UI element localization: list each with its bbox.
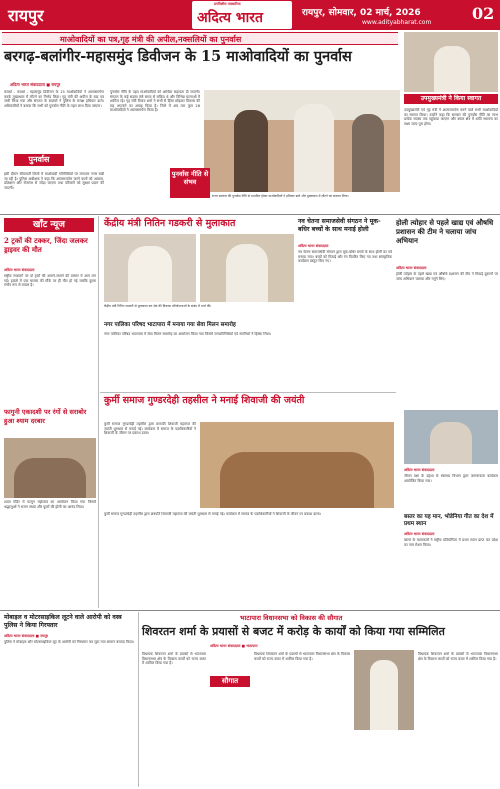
bastar-text: बस्तर के कलाकारों ने राष्ट्रीय प्रतियोगिता में प्रथम स्थान प्राप्त कर प्रदेश का नाम रोशन किया। <box>404 538 498 547</box>
left-mid-sub-headline: फागुनी एकादशी पर रंगों से सराबोर हुआ श्याम दरबार <box>4 408 87 425</box>
bottom-text-2: विधायक शिवरतन शर्मा के प्रयासों से भाटापारा विधानसभा क्षेत्र के विकास कार्यों को राज्य बजट में शामिल किया गया है। <box>254 652 350 661</box>
bottom-headline: शिवरतन शर्मा के प्रयासों से बजट में करोड़ के कार्यों को किया गया सम्मिलित <box>142 625 445 638</box>
holi-headline: होली त्योहार से पहले खाद्य एवं औषधि प्रशासन की टीम ने चलाया जांच अभियान <box>396 218 494 245</box>
gadkari-headline: केंद्रीय मंत्री नितिन गडकरी से मुलाकात <box>104 218 236 229</box>
masthead-date: रायपुर, सोमवार, 02 मार्च, 2026 <box>302 8 421 18</box>
left-mid-byline: अदित्य भारत संवाददाता <box>4 268 35 272</box>
jeevan-byline: अदित्य भारत संवाददाता <box>404 468 435 472</box>
bottom-badge: सौगात <box>210 676 250 687</box>
bastar-byline: अदित्य भारत संवाददाता <box>404 532 435 536</box>
bottom-kicker: भाटापारा विधानसभा को विकास की सौगात <box>240 614 343 622</box>
divider-shivaji <box>100 392 396 393</box>
bottom-byline: अदित्य भारत संवाददाता ■ भाटापारा <box>210 644 258 648</box>
bottom-photo <box>354 650 414 730</box>
photo-overlay-badge: पुनर्वास नीति से संभव <box>170 168 210 198</box>
holi-byline: अदित्य भारत संवाददाता <box>396 266 427 270</box>
masthead-tagline: प्रगतिशील पत्रकारिता <box>214 2 241 6</box>
right-top-text: उपमुख्यमंत्री एवं गृह मंत्री ने आत्मसमर्पण करने वाले सभी माओवादियों का स्वागत किया। उन्होंने कहा कि सरकार की पुनर्वास नीति का लाभ प्रत्येक सदस्य तक पहुंचाया जाएगा और बस्तर क्षेत्र में शांति स्थापना का लक्ष्य जल्द पूरा होगा। <box>404 108 498 126</box>
right-top-head: उपमुख्यमंत्री ने किया स्वागत <box>404 94 498 104</box>
left-mid-photo <box>4 438 96 498</box>
gadkari-photo-1 <box>104 234 196 302</box>
top-col1b: इसी दौरान सीमावर्ती जिलों में माओवादी गतिविधियों पर लगातार नजर रखी जा रही है। पुलिस अधीक्षक ने कहा कि आत्मसमर्पण करने वालों को आवास, प्रशिक्षण और रोजगार से जोड़ा जाएगा तथा परिवारों को सुरक्षा प्रदान की जाएगी। <box>4 172 104 190</box>
page-number: 02 <box>472 4 495 23</box>
shivaji-text: कुर्मी समाज गुण्डरदेही तहसील द्वारा छत्रपति शिवाजी महाराज की जयंती धूमधाम से मनाई गई। कार्यक्रम में समाज के पदाधिकारियों ने शिवाजी के जीवन पर प्रकाश डाला। <box>104 422 196 436</box>
top-col2: पुनर्वास नीति के तहत माओवादियों को आर्थिक सहायता दी जाएगी। संगठन के कई सदस्य लंबे समय से सक्रिय थे और विभिन्न घटनाओं में शामिल रहे। गृह मंत्री विजय शर्मा ने सभी से हिंसा छोड़कर विकास की राह अपनाने का आग्रह किया है। जिले में अब तक कुल 28 माओवादियों ने आत्मसमर्पण किया है। <box>110 90 200 113</box>
bottom-left-text: पुलिस ने मोबाइल और मोटरसाइकिल लूट के आरोपी को गिरफ्तार कर लूटा गया सामान बरामद किया। <box>4 640 135 644</box>
top-badge: पुनर्वास <box>14 154 64 166</box>
gadkari-photo-2 <box>200 234 294 302</box>
crowd-shape <box>14 458 86 498</box>
bottom-text-3: विधायक शिवरतन शर्मा के प्रयासों से भाटापारा विधानसभा क्षेत्र के विकास कार्यों को राज्य बजट में शामिल किया गया है। <box>418 652 498 661</box>
gadkari-figure-2 <box>226 244 268 302</box>
top-photo-caption: राज्य सरकार की पुनर्वास नीति से प्रभावित होकर माओवादियों ने हथियार डाले और मुख्यधारा में लौटने का संकल्प लिया। <box>212 194 349 198</box>
left-mid-headline: 2 ट्रकों की टक्कर, जिंदा जलकर ड्राइवर की मौत <box>4 236 88 254</box>
bottom-figure <box>370 660 398 730</box>
gadkari-caption: केंद्रीय मंत्री नितिन गडकरी से मुलाकात कर क्षेत्र की विकास परियोजनाओं के संबंध में चर्चा की। <box>104 304 212 308</box>
shivaji-headline: कुर्मी समाज गुण्डरदेही तहसील ने मनाई शिवाजी की जयंती <box>104 395 305 406</box>
jeevan-text: जीवन रक्षा के उद्देश्य से स्वास्थ्य विभाग द्वारा जागरूकता कार्यक्रम आयोजित किया गया। <box>404 474 498 483</box>
masthead-website[interactable]: www.adityabharat.com <box>362 19 432 26</box>
bastar-headline: बस्तर का यह मान, भोडेनिया गीत का देश में प्रथम स्थान <box>404 514 494 527</box>
top-kicker-text: माओवादियों का पत्र,गृह मंत्री की अपील,नक्सलियों का पुनर्वास <box>60 35 242 44</box>
holi-text: होली त्योहार के पहले खाद्य एवं औषधि प्रशासन की टीम ने मिठाई दुकानों पर जांच अभियान चलाया और नमूने लिए। <box>396 272 498 281</box>
top-byline: अदित्य भारत संवाददाता ■ रायपुर <box>10 82 61 87</box>
right-person <box>434 46 470 92</box>
gadkari-sub: नगर पालिका परिषद भाटापारा में मनाया गया सेवा मिलन समारोह <box>104 322 236 328</box>
masthead-logo: अदित्य भारत <box>197 10 263 26</box>
shivaji-text-2: कुर्मी समाज गुण्डरदेही तहसील द्वारा छत्रपति शिवाजी महाराज की जयंती धूमधाम से मनाई गई। कार्यक्रम में समाज के पदाधिकारियों ने शिवाजी के जीवन पर प्रकाश डाला। <box>104 512 321 516</box>
bottom-text-1: विधायक शिवरतन शर्मा के प्रयासों से भाटापारा विधानसभा क्षेत्र के विकास कार्यों को राज्य बजट में शामिल किया गया है। <box>142 652 206 666</box>
right-top-photo <box>404 32 498 92</box>
divider-bottom <box>0 610 500 611</box>
top-col1: कवर्धा - कवर्धा - महासमुंद डिवीजन के 15 माओवादियों ने आत्मसमर्पण करके मुख्यधारा में लौटने का निर्णय लिया। गृह मंत्री की अपील के बाद पत्र जारी किया गया और संगठन के सदस्यों ने पुलिस के समक्ष हथियार डाले। अधिकारियों ने बताया कि सभी को पुनर्वास नीति के तहत लाभ दिया जाएगा। <box>4 90 104 108</box>
gadkari-figure-1 <box>128 246 172 302</box>
top-photo <box>204 90 400 192</box>
person-2 <box>294 104 334 192</box>
samaj-byline: अदित्य भारत संवाददाता <box>298 244 329 248</box>
samaj-headline: नव चेतना समाजसेवी संगठन ने मूक-बधिर बच्चों के साथ मनाई होली <box>298 218 381 233</box>
divider-left <box>98 216 99 608</box>
divider-bottom-left <box>138 612 139 787</box>
shivaji-group <box>220 452 374 508</box>
bottom-left-byline: अदित्य भारत संवाददाता ■ रायपुर <box>4 634 48 638</box>
top-headline: बरगढ़-बलांगीर-महासमुंद डिवीजन के 15 माओवादियों का पुनर्वास <box>4 48 352 65</box>
jeevan-figure <box>430 422 472 464</box>
bottom-left-headline: मोबाइल व मोटरसाइकिल लूटने वाले आरोपी को वस्त्र पुलिस ने किया गिरफ्तार <box>4 614 122 629</box>
left-mid-head: खाँट न्यूज <box>4 218 94 232</box>
left-mid-sub-text: श्याम मंदिर में फागुन महोत्सव का आयोजन किया गया जिसमें श्रद्धालुओं ने भजन संध्या और फूलों की होली का आनंद लिया। <box>4 500 96 509</box>
person-3 <box>352 114 384 192</box>
shivaji-photo <box>200 422 394 508</box>
jeevan-photo <box>404 410 498 464</box>
gadkari-text: नगर पालिका परिषद भाटापारा में सेवा मिलन समारोह का आयोजन किया गया जिसमें जनप्रतिनिधियों एवं नागरिकों ने हिस्सा लिया। <box>104 332 272 336</box>
samaj-text: नव चेतना समाजसेवी संगठन द्वारा मूक-बधिर बच्चों के साथ होली का पर्व मनाया गया। बच्चों को मिठाई और रंग वितरित किए गए तथा सांस्कृतिक कार्यक्रम प्रस्तुत किए गए। <box>298 250 392 264</box>
left-mid-text: राष्ट्रीय राजमार्ग पर दो ट्रकों की आमने-सामने की टक्कर में आग लग गई। हादसे में एक चालक की मौके पर ही मौत हो गई जबकि दूसरा गंभीर रूप से घायल है। <box>4 274 96 288</box>
person-1 <box>234 110 268 192</box>
divider-top <box>0 214 500 215</box>
masthead-city: रायपुर <box>8 6 44 25</box>
